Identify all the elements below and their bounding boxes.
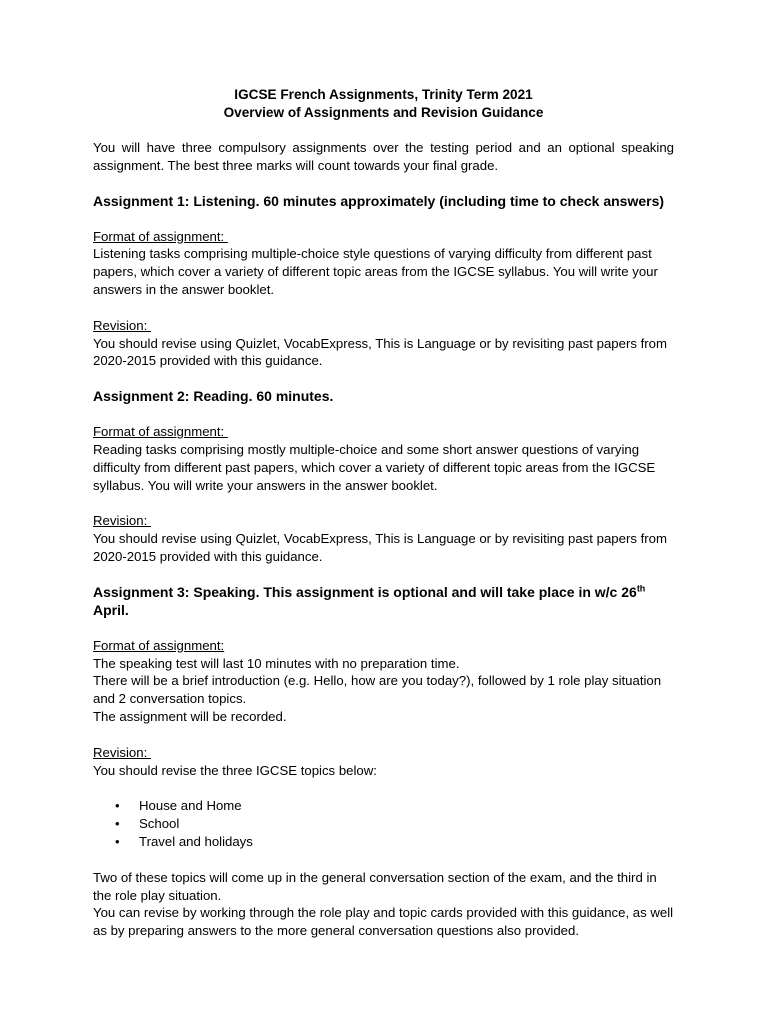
assignment-3-heading-text: Assignment 3: Speaking. This assignment is optional and will take place in w/c 26 [93,583,637,600]
assignment-2-heading: Assignment 2: Reading. 60 minutes. [93,388,334,405]
assignment-3-format-line-2: There will be a brief introduction (e.g. Hello, how are you today?), followed by 1 role play situation and 2 conversation topics. [93,673,662,707]
list-item [93,815,674,833]
topic-list [93,797,674,850]
assignment-1-heading: Assignment 1: Listening. 60 minutes approximately (including time to check answers) [93,192,665,209]
assignment-2-format-label: Format of assignment: [93,424,228,440]
assignment-3-format-line-3: The assignment will be recorded. [93,708,287,724]
list-item [93,833,674,851]
assignment-2-format-text: Reading tasks comprising mostly multiple-choice and some short answer questions of varying difficulty from different past papers, which cover a variety of different topic areas from the IGCSE syllabus. You will write your answers in the answer booklet. [93,441,656,493]
bullet-icon: • [115,798,120,814]
assignment-2-revision-text: You should revise using Quizlet, VocabExpress, This is Language or by revisiting past papers from 2020-2015 provided with this guidance. [93,531,667,564]
assignment-3-format-label: Format of assignment: [93,637,225,653]
list-item [93,797,674,815]
bullet-icon: • [115,816,120,832]
assignment-3-revision-text: You should revise the three IGCSE topics below: [93,762,377,778]
assignment-3-heading-ordinal: th [636,583,646,594]
assignment-1-revision-text: You should revise using Quizlet, VocabExpress, This is Language or by revisiting past papers from 2020-2015 provided with this guidance. [93,335,667,369]
assignment-1-revision-label: Revision: [93,317,151,333]
assignment-3-heading-month: April. [93,601,129,618]
bullet-icon: • [115,833,120,849]
closing-paragraph-2: You can revise by working through the role play and topic cards provided with this guidance, as well as by preparing answers to the more general conversation questions also provided. [93,905,674,939]
assignment-3-format-line-1: The speaking test will last 10 minutes with no preparation time. [93,655,460,671]
closing-paragraph-1: Two of these topics will come up in the general conversation section of the exam, and the third in the role play situation. [93,869,657,903]
topic-label: Travel and holidays [139,833,253,849]
topic-label: School [139,816,180,832]
document-title-line-2: Overview of Assignments and Revision Guidance [223,105,544,120]
assignment-1-format-label: Format of assignment: [93,228,228,244]
intro-paragraph: You will have three compulsory assignments over the testing period and an optional speaking assignment. The best three marks will count towards your final grade. [93,140,674,173]
topic-label: House and Home [139,798,242,814]
assignment-3-heading [93,583,674,619]
assignment-2-revision-label: Revision: [93,513,151,529]
assignment-1-format-text: Listening tasks comprising multiple-choice style questions of varying difficulty from different past papers, which cover a variety of different topic areas from the IGCSE syllabus. You will write your answers in the answer booklet. [93,246,658,297]
assignment-3-revision-label: Revision: [93,744,151,760]
document-title-line-1: IGCSE French Assignments, Trinity Term 2021 [234,87,533,102]
